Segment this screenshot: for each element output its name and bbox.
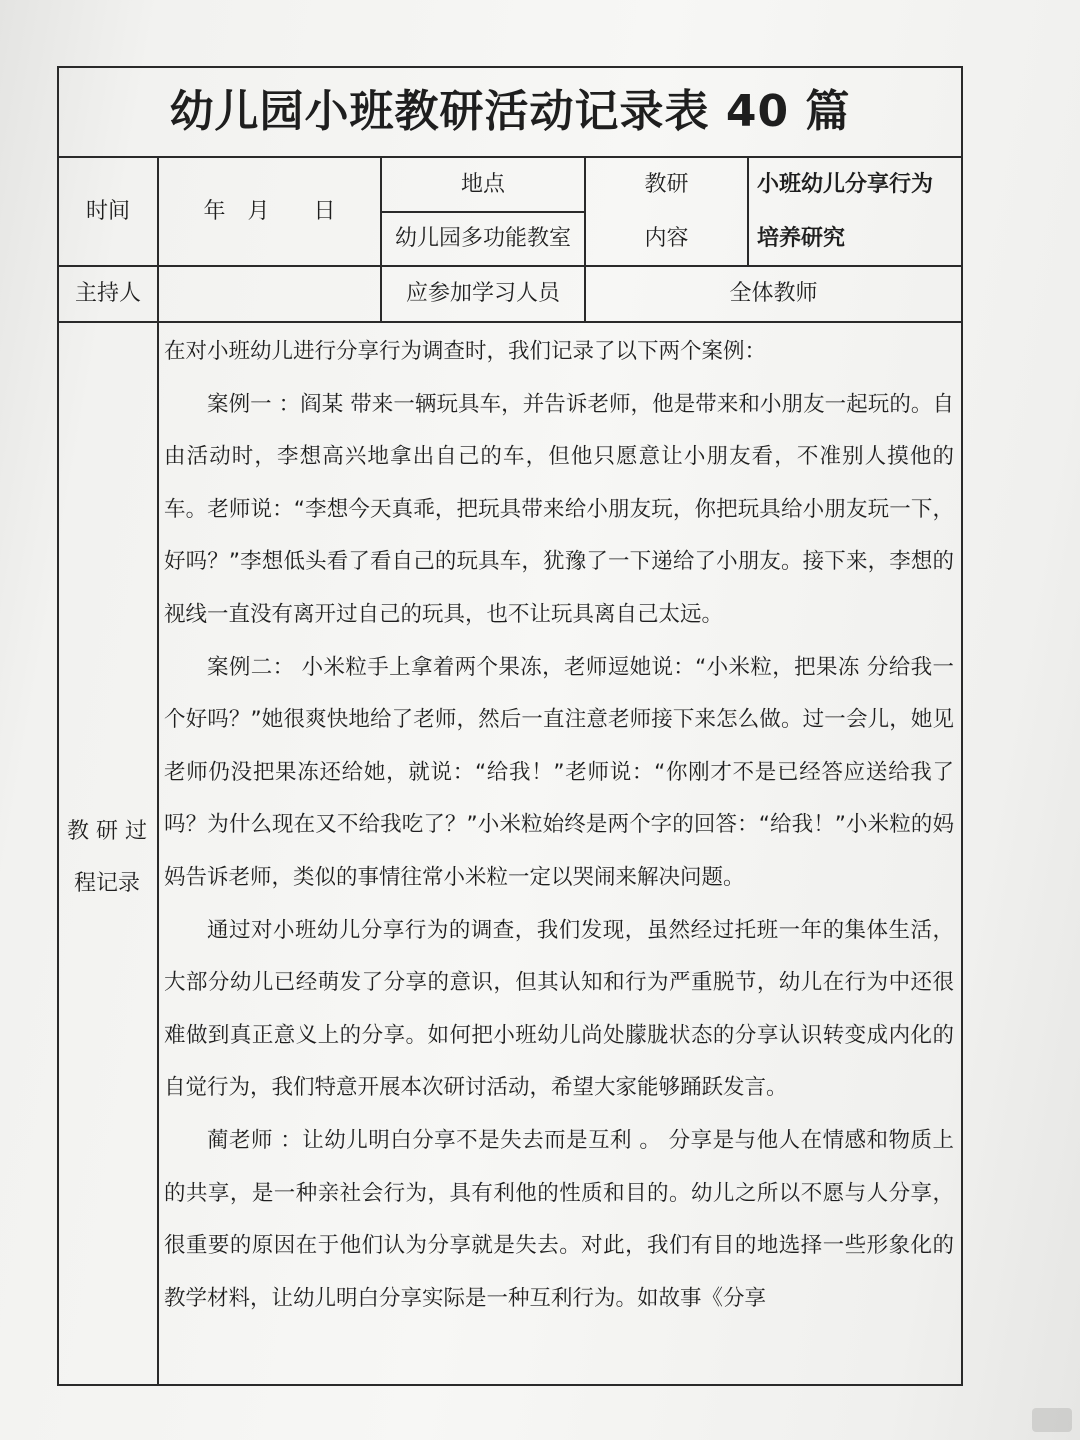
host-value [159,267,380,321]
record-form [57,66,963,1386]
record-label-line-1: 教 研 过 [67,819,147,844]
date-field: 年 月 日 [203,198,336,224]
topic-value-line-2: 培养研究 [757,226,846,251]
time-label: 时间 [85,198,130,224]
record-paragraph-intro: 在对小班幼儿进行分享行为调查时，我们记录了以下两个案例： [164,339,767,364]
participants-value: 全体教师 [729,281,818,306]
page-title: 幼儿园小班教研活动记录表 40 篇 [169,86,851,137]
record-paragraph-case-2: 案例二： 小米粒手上拿着两个果冻，老师逗她说：“小米粒，把果冻 分给我一个好吗？”她很爽快地给了老师，然后一直注意老师接下来怎么做。过一会儿，她见老师仍没把果冻还给她，就说：“给我！”老师说：“你刚才不是已经答应送给我了吗？为什么现在又不给我吃了？”小米粒始终是两个字的回答：“给我！”小米粒的妈妈告诉老师，类似的事情往常小米粒一定以哭闹来解决问题。 [164,654,954,890]
record-label-line-2: 程记录 [73,871,140,896]
participants-label: 应参加学习人员 [405,281,560,306]
location-label: 地点 [460,171,505,197]
rule-host-bottom [59,321,961,323]
rule-col-1 [157,156,159,1386]
location-value: 幼儿园多功能教室 [394,226,571,251]
watermark-badge [1032,1408,1072,1432]
topic-label-line-2: 内容 [644,226,689,251]
record-body [164,326,954,1325]
topic-label-line-1: 教研 [644,171,689,197]
record-paragraph-case-1: 案例一 ：阎某 带来一辆玩具车，并告诉老师，他是带来和小朋友一起玩的。自由活动时，李想高兴地拿出自己的车，但他只愿意让小朋友看，不准别人摸他的车。老师说：“李想今天真乖，把玩具带来给小朋友玩，你把玩具给小朋友玩一下，好吗？”李想低头看了看自己的玩具车，犹豫了一下递给了小朋友。接下来，李想的视线一直没有离开过自己的玩具，也不让玩具离自己太远。 [164,391,954,627]
rule-col-4 [747,156,749,266]
record-paragraph-teacher-lin: 蔺老师 ：让幼儿明白分享不是失去而是互利 。 分享是与他人在情感和物质上的共享，是一种亲社会行为，具有利他的性质和目的。幼儿之所以不愿与人分享，很重要的原因在于他们认为分享就是失去。对此，我们有目的地选择一些形象化的教学材料，让幼儿明白分享实际是一种互利行为。如故事《分享 [164,1127,954,1311]
record-section-label [59,806,155,910]
host-label: 主持人 [74,281,141,306]
topic-value-line-1: 小班幼儿分享行为 [757,171,934,197]
record-paragraph-summary: 通过对小班幼儿分享行为的调查，我们发现，虽然经过托班一年的集体生活，大部分幼儿已经萌发了分享的意识，但其认知和行为严重脱节，幼儿在行为中还很难做到真正意义上的分享。如何把小班幼儿尚处朦胧状态的分享认识转变成内化的自觉行为，我们特意开展本次研讨活动，希望大家能够踊跃发言。 [164,917,954,1101]
